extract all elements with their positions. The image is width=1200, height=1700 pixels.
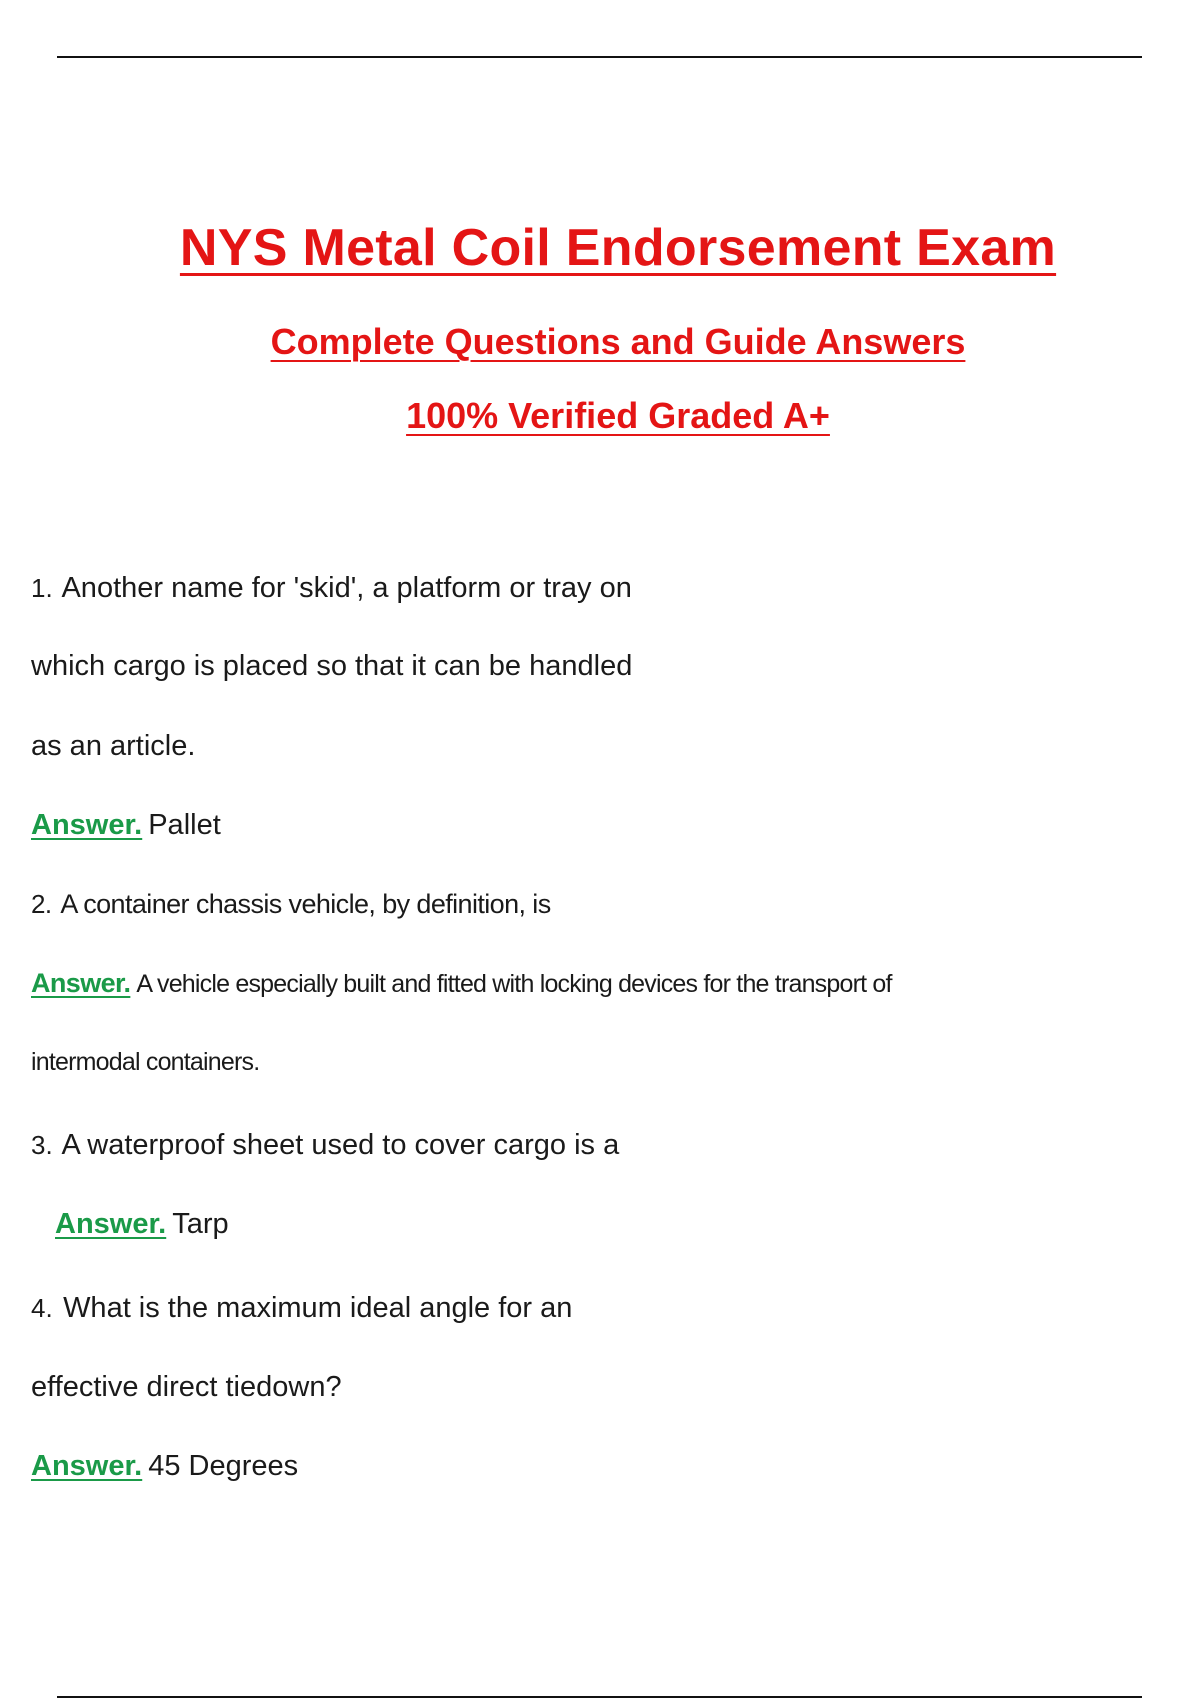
question-1-line-3 [31,728,195,764]
document-grade: 100% Verified Graded A+ [406,395,830,436]
top-rule [57,56,1142,58]
question-1-line-1 [31,570,632,606]
document-subtitle: Complete Questions and Guide Answers [270,321,966,362]
question-3-line-1 [31,1127,619,1163]
question-4-line-2 [31,1369,342,1405]
question-text: A waterproof sheet used to cover cargo is a [61,1129,620,1161]
answer-label: Answer. [55,1208,167,1240]
answer-text: Pallet [148,809,221,841]
question-4-answer [31,1448,298,1484]
question-2-answer-cont [31,1044,259,1080]
question-number: 3. [31,1130,53,1160]
question-2-answer [31,965,892,1002]
answer-text: Tarp [172,1208,229,1240]
question-3-answer [55,1206,229,1242]
question-number: 1. [31,573,53,603]
question-text: effective direct tiedown? [31,1371,342,1403]
answer-label: Answer. [31,968,131,998]
answer-label: Answer. [31,809,143,841]
question-4-line-1 [31,1290,572,1326]
question-text: which cargo is placed so that it can be handled [31,650,633,682]
question-text: as an article. [31,730,196,762]
answer-text-continued: intermodal containers. [31,1048,260,1076]
question-2-line-1 [31,886,551,922]
document-title: NYS Metal Coil Endorsement Exam [179,219,1057,277]
question-number: 4. [31,1293,53,1323]
question-1-line-2 [31,648,632,684]
answer-text: A vehicle especially built and fitted with locking devices for the transport of [136,970,892,998]
answer-label: Answer. [31,1450,143,1482]
question-text: Another name for 'skid', a platform or tray on [61,572,632,604]
answer-text: 45 Degrees [148,1450,299,1482]
question-text: A container chassis vehicle, by definition, is [60,889,551,919]
question-number: 2. [31,889,52,919]
question-text: What is the maximum ideal angle for an [63,1292,573,1324]
question-1-answer [31,807,221,843]
bottom-rule [57,1696,1142,1698]
